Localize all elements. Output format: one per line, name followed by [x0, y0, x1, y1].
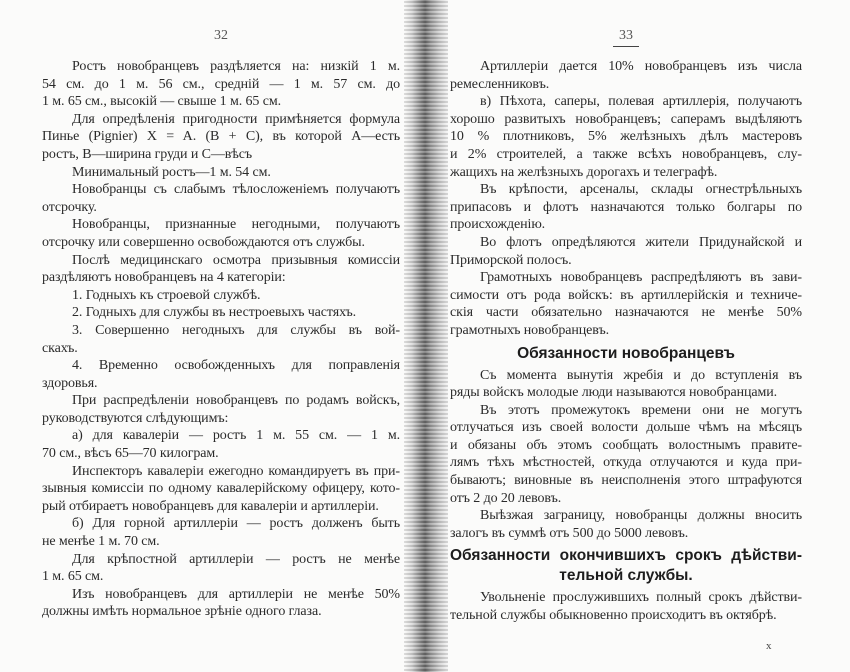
text-line: Изъ новобранцевъ для артиллеріи не менѣе 50%: [72, 586, 400, 602]
paragraph: [42, 427, 400, 462]
text-line: Грамотныхъ новобранцевъ распредѣляютъ въ зави-: [480, 270, 802, 286]
section-heading: [450, 546, 802, 586]
heading-line: тельной службы.: [559, 567, 693, 585]
text-line: Для опредѣленія пригодности примѣняется формула: [72, 111, 400, 127]
text-line: тельной службы обыкновенно происходитъ въ октябрѣ.: [450, 608, 777, 624]
text-line: При распредѣленіи новобранцевъ по родамъ войскъ,: [72, 393, 400, 409]
paragraph: [42, 111, 400, 164]
paragraph: [42, 392, 400, 427]
text-line: а) для кавалеріи — ростъ 1 м. 55 см. — 1 м.: [72, 428, 400, 444]
paragraph: [450, 269, 802, 339]
text-line: лямъ тѣхъ мѣстностей, откуда отлучаются и куда при-: [450, 455, 802, 471]
text-line: грамотныхъ новобранцевъ.: [450, 322, 609, 338]
paragraph: [42, 463, 400, 516]
text-line: жащихъ на желѣзныхъ дорогахъ и телеграфѣ.: [450, 164, 718, 180]
page-body: [450, 58, 802, 625]
text-line: ряды войскъ молодые люди называются новобранцами.: [450, 385, 778, 401]
text-line: Инспекторъ кавалеріи ежегодно командируетъ въ при-: [72, 463, 400, 479]
text-line: 54 см. до 1 м. 56 см., средній — 1 м. 57 см. до: [42, 76, 400, 92]
paragraph: [450, 367, 802, 402]
text-line: здоровья.: [42, 375, 98, 391]
paragraph: [450, 234, 802, 269]
text-line: Съ момента вынутія жребія и до вступленія въ: [480, 367, 802, 383]
text-line: ремесленниковъ.: [450, 76, 550, 92]
text-line: и обязаны объ этомъ сообщать волостнымъ правите-: [450, 437, 802, 453]
paragraph: [42, 586, 400, 621]
text-line: 10 % плотниковъ, 5% желѣзныхъ дѣлъ мастеровъ: [450, 129, 802, 145]
paragraph: [42, 252, 400, 287]
paragraph: [42, 322, 400, 357]
text-line: отъ 2 до 20 левовъ.: [450, 490, 562, 506]
paragraph: [450, 93, 802, 181]
paragraph: [42, 216, 400, 251]
text-line: руководствуются слѣдующимъ:: [42, 410, 229, 426]
text-line: происхожденію.: [450, 217, 546, 233]
text-line: Выѣзжая заграницу, новобранцы должны вносить: [480, 508, 802, 524]
paragraph: [42, 58, 400, 111]
paragraph: [42, 304, 400, 322]
page-number: 33: [450, 28, 802, 47]
text-line: Въ этотъ промежутокъ времени они не могутъ: [480, 402, 802, 418]
text-line: Для крѣпостной артиллеріи — ростъ не менѣе: [72, 551, 400, 567]
heading-line: Обязанности новобранцевъ: [517, 344, 735, 362]
printer-mark: х: [766, 640, 772, 652]
section-heading: [450, 344, 802, 364]
text-line: скахъ.: [42, 340, 78, 356]
text-line: в) Пѣхота, саперы, полевая артиллерія, получаютъ: [480, 94, 802, 110]
text-line: 1 м. 65 см., высокій — свыше 1 м. 65 см.: [42, 94, 282, 110]
paragraph: [450, 181, 802, 234]
paragraph: [42, 164, 400, 182]
text-line: Новобранцы, признанные негодными, получаютъ: [72, 217, 400, 233]
text-line: Новобранцы съ слабымъ тѣлосложеніемъ получаютъ: [72, 182, 400, 198]
text-line: 1 м. 65 см.: [42, 569, 104, 585]
paragraph: [42, 357, 400, 392]
text-line: Пинье (Pignier) X = A. (B + C), въ которой A—есть: [42, 129, 400, 145]
paragraph: [42, 287, 400, 305]
text-line: не менѣе 1 м. 70 см.: [42, 534, 160, 550]
text-line: хорошо развитыхъ новобранцевъ; саперамъ выдѣляютъ: [450, 111, 802, 127]
right-page: [450, 0, 802, 672]
text-line: припасовъ и флотъ назначаются только болгары по: [450, 199, 802, 215]
text-line: Минимальный ростъ—1 м. 54 см.: [72, 164, 271, 180]
text-line: Въ крѣпости, арсеналы, склады огнестрѣльныхъ: [480, 182, 802, 198]
text-line: Увольненіе прослужившихъ полный срокъ дѣйстви-: [480, 590, 802, 606]
paragraph: [450, 58, 802, 93]
text-line: залогъ въ суммѣ отъ 500 до 5000 левовъ.: [450, 525, 689, 541]
text-line: отсрочку или совершенно освобождаются отъ службы.: [42, 234, 365, 250]
book-binding-shadow: [404, 0, 448, 672]
text-line: бываютъ; виновные въ неисполненія этого штрафуются: [450, 473, 802, 489]
page-body: [42, 58, 400, 621]
paragraph: [450, 402, 802, 508]
text-line: 70 см., вѣсъ 65—70 килограм.: [42, 446, 219, 462]
text-line: Во флотъ опредѣляются жители Придунайской и: [480, 234, 802, 250]
text-line: отлучаться изъ своей волости дольше чѣмъ на мѣсяцъ: [450, 420, 802, 436]
text-line: симости отъ рода войскъ: въ артиллерійскія и техниче-: [450, 287, 802, 303]
page-number: 32: [214, 28, 228, 43]
text-line: Приморской полосъ.: [450, 252, 572, 268]
text-line: 2. Годныхъ для службы въ нестроевыхъ частяхъ.: [72, 305, 356, 321]
heading-line: Обязанности окончившихъ срокъ дѣйстви-: [450, 547, 802, 565]
text-line: 4. Временно освобожденныхъ для поправленія: [72, 358, 400, 374]
left-page: [42, 0, 400, 672]
paragraph: [450, 507, 802, 542]
paragraph: [450, 589, 802, 624]
text-line: 3. Совершенно негодныхъ для службы въ вой-: [72, 322, 400, 338]
text-line: Ростъ новобранцевъ раздѣляется на: низкій 1 м.: [72, 59, 400, 74]
paragraph: [42, 515, 400, 550]
paragraph: [42, 551, 400, 586]
text-line: и 2% строителей, а также всѣхъ новобранцевъ, слу-: [450, 146, 802, 162]
text-line: 1. Годныхъ къ строевой службѣ.: [72, 287, 261, 303]
text-line: отсрочку.: [42, 199, 97, 215]
text-line: Послѣ медицинскаго осмотра призывныя комиссіи: [72, 252, 400, 268]
text-line: рый отбираетъ новобранцевъ для кавалеріи и артиллеріи.: [42, 498, 379, 514]
text-line: раздѣляютъ новобранцевъ на 4 категоріи:: [42, 270, 286, 286]
paragraph: [42, 181, 400, 216]
text-line: Артиллеріи дается 10% новобранцевъ изъ числа: [480, 59, 802, 74]
text-line: зывныя комиссіи по одному кавалерійскому офицеру, кото-: [42, 481, 400, 497]
text-line: ростъ, B—ширина груди и C—вѣсъ: [42, 146, 253, 162]
text-line: скія части обязательно назначаются не менѣе 50%: [450, 305, 802, 321]
text-line: должны имѣть нормальное зрѣніе одного глаза.: [42, 604, 322, 620]
text-line: б) Для горной артиллеріи — ростъ долженъ быть: [72, 516, 400, 532]
